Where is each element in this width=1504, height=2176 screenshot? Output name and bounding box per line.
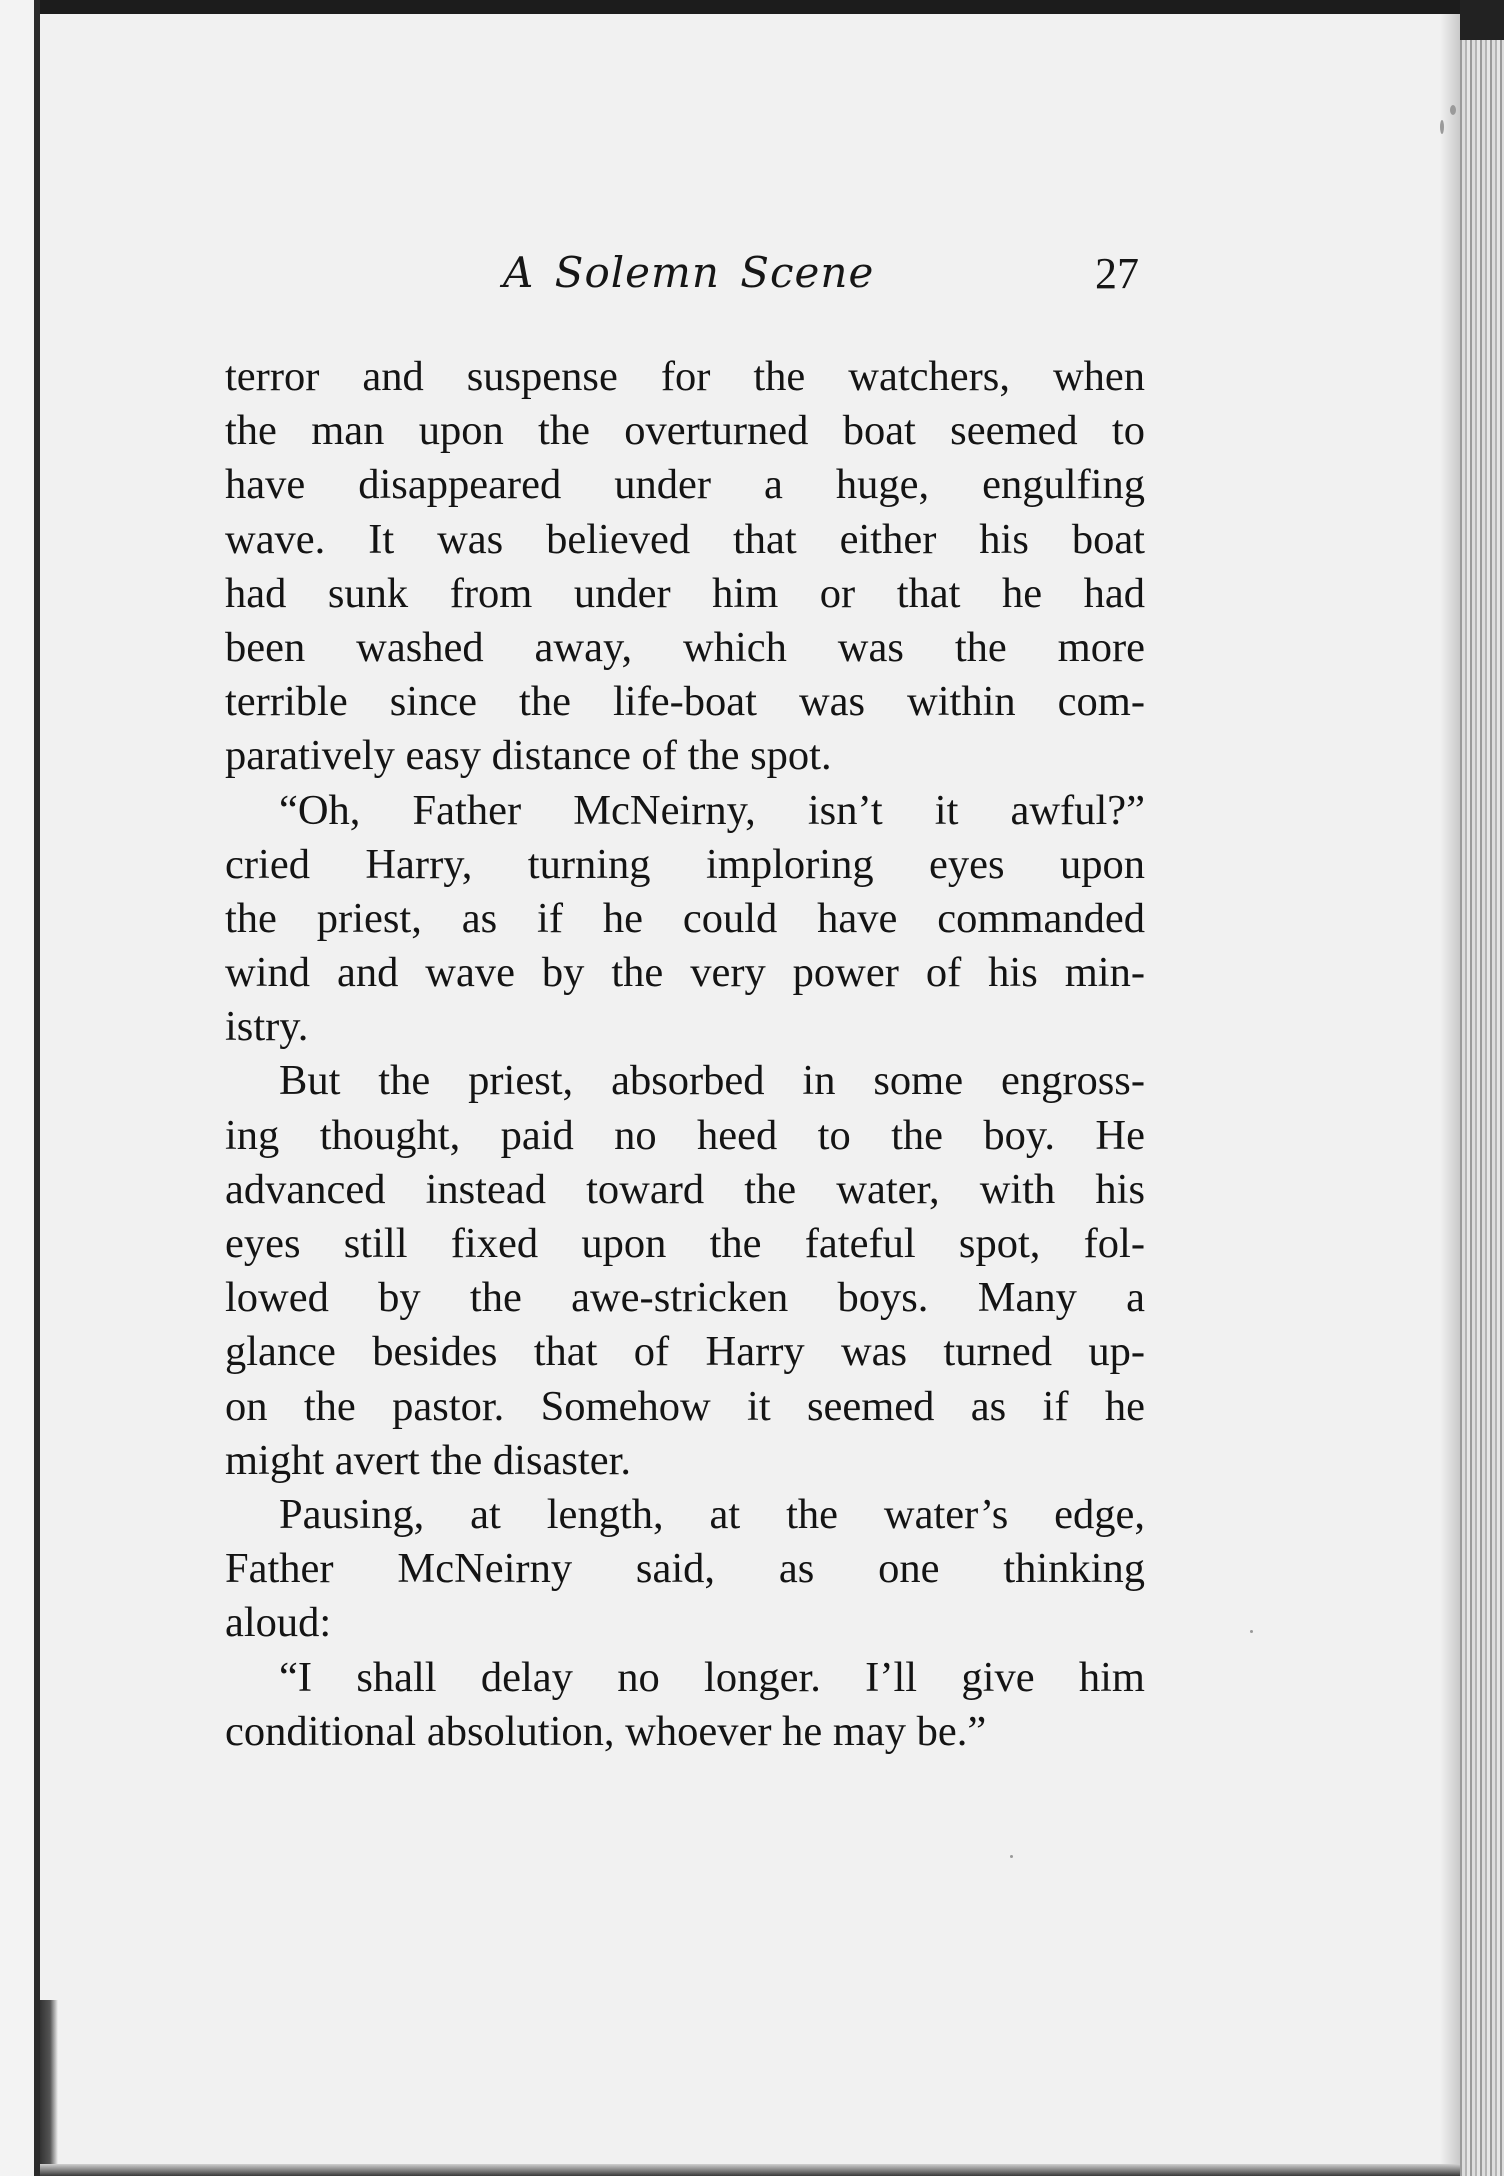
book-fore-edge	[1460, 14, 1504, 2176]
text-line: on the pastor. Somehow it seemed as if he	[225, 1382, 1145, 1430]
text-line: eyes still fixed upon the fateful spot, fol-	[225, 1220, 1145, 1267]
page-number: 27	[1095, 249, 1139, 298]
fore-edge-shadow	[1440, 14, 1462, 2176]
scan-speck	[1450, 105, 1456, 115]
text-line: wave. It was believed that either his boat	[225, 515, 1145, 563]
text-line: wind and wave by the very power of his min-	[225, 949, 1145, 997]
binding-shadow	[40, 2000, 58, 2176]
text-line: cried Harry, turning imploring eyes upon	[225, 840, 1145, 888]
text-line: But the priest, absorbed in some engross-	[279, 1057, 1145, 1105]
text-line: paratively easy distance of the spot.	[225, 732, 832, 780]
text-line: have disappeared under a huge, engulfing	[225, 461, 1145, 509]
text-line: might avert the disaster.	[225, 1436, 632, 1484]
running-head	[225, 248, 1145, 308]
text-line: terror and suspense for the watchers, when	[225, 353, 1145, 400]
scan-top-border	[0, 0, 1504, 14]
text-line: aloud:	[225, 1599, 332, 1647]
text-line: istry.	[225, 1003, 309, 1051]
text-line: advanced instead toward the water, with his	[225, 1165, 1145, 1213]
text-line: Pausing, at length, at the water’s edge,	[279, 1490, 1145, 1538]
running-title: A Solemn Scene	[503, 248, 875, 297]
text-line: terrible since the life-boat was within com-	[225, 678, 1145, 726]
text-line: glance besides that of Harry was turned up-	[225, 1328, 1145, 1376]
page-bottom-edge	[40, 2164, 1460, 2176]
text-line: Father McNeirny said, as one thinking	[225, 1545, 1145, 1593]
scan-left-edge	[0, 0, 40, 2176]
text-line: been washed away, which was the more	[225, 623, 1145, 671]
scan-speck	[1010, 1855, 1013, 1858]
text-line: “Oh, Father McNeirny, isn’t it awful?”	[279, 786, 1145, 834]
text-line: ing thought, paid no heed to the boy. He	[225, 1111, 1145, 1159]
text-line: the priest, as if he could have commanded	[225, 894, 1145, 942]
text-line: “I shall delay no longer. I’ll give him	[279, 1653, 1145, 1701]
text-line: conditional absolution, whoever he may be.”	[225, 1707, 987, 1755]
text-line: had sunk from under him or that he had	[225, 569, 1145, 617]
scan-speck	[1250, 1630, 1253, 1633]
scan-corner	[1460, 0, 1504, 40]
scan-speck	[1440, 120, 1444, 134]
body-text	[225, 350, 1145, 1759]
text-line: the man upon the overturned boat seemed to	[225, 407, 1145, 455]
text-line: lowed by the awe-stricken boys. Many a	[225, 1274, 1145, 1322]
